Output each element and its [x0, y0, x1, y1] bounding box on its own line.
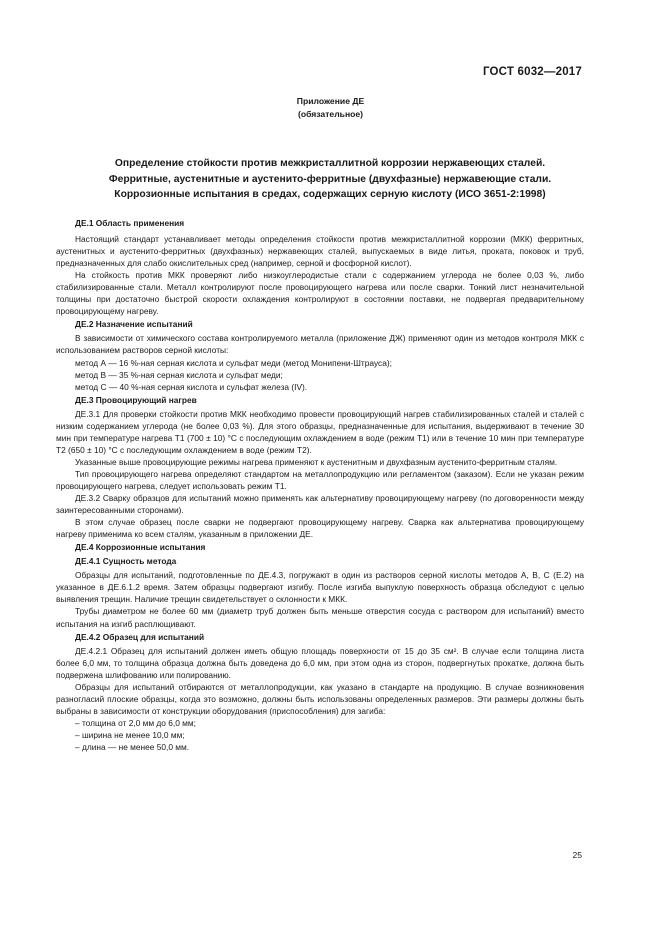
subsection-heading-method: ДЕ.4.1 Сущность метода: [75, 556, 177, 567]
list-item: метод С — 40 %-ная серная кислота и сульфат железа (IV).: [75, 381, 308, 392]
section-heading-scope: ДЕ.1 Область применения: [75, 218, 185, 228]
list-item: метод А — 16 %-ная серная кислота и сульфат меди (метод Монипени-Штрауса);: [75, 357, 392, 368]
paragraph: Настоящий стандарт устанавливает методы определения стойкости против межкристаллитной коррозии (МКК) ферритных, аустенитных и аустенито-ферритных (двухфазных) нержавеющих сталей, выпускаемых в виде литья, проката, поковок и труб, предназначенных для слабо окислительных сред (например, серной и фосфорной кислот).: [56, 234, 584, 269]
appendix-status: (обязательное): [297, 109, 364, 119]
title-line-1: Определение стойкости против межкристаллитной коррозии нержавеющих сталей.: [114, 158, 546, 169]
appendix-title: Приложение ДЕ: [296, 96, 365, 106]
paragraph: Тип провоцирующего нагрева определяют стандартом на металлопродукцию или регламентом (заказом). Если не указан режим провоцирующего нагрева, следует использовать режим T1.: [56, 468, 584, 491]
page-number: 25: [572, 850, 582, 860]
list-item: метод В — 35 %-ная серная кислота и сульфат меди;: [75, 369, 283, 380]
paragraph: На стойкость против МКК проверяют либо низкоуглеродистые стали с содержанием углерода не более 0,03 %, либо стабилизированные стали. Металл контролируют после провоцирующего нагрева или после сварки. Тонкий лист незначительной толщины при достаточно быстрой скорости охлаждения контролируют в состоянии поставки, не подвергая предварительному провоцирующему нагреву.: [56, 270, 584, 317]
paragraph: В зависимости от химического состава контролируемого металла (приложение ДЖ) применяют один из методов контроля МКК с использованием растворов серной кислоты:: [56, 333, 584, 356]
document-title: [70, 156, 590, 203]
paragraph: ДЕ.3.1 Для проверки стойкости против МКК необходимо провести провоцирующий нагрев стабилизированных сталей и сталей с низким содержанием углерода (не более 0,03 %). Для этого образцы, предназначенные для испытания, выдерживают в течение 30 мин при температуре нагрева T1 (700 ± 10) °C с последующим охлаждением в воде (режим T1) или в течение 10 мин при температуре T2 (650 ± 10) °C с последующим охлаждением в воде (режим T2).: [56, 408, 584, 455]
paragraph: Трубы диаметром не более 60 мм (диаметр труб должен быть меньше отверстия сосуда с раствором для испытаний) вместо испытания на изгиб расплющивают.: [56, 606, 584, 629]
paragraph: ДЕ.4.2.1 Образец для испытаний должен иметь общую площадь поверхности от 15 до 35 см². В случае если толщина листа более 6,0 мм, то толщина образца должна быть доведена до 6,0 мм, при этом одна из сторон, подвергнутых прокатке, должна быть подвержена шлифованию или полированию.: [56, 645, 584, 680]
list-item: – толщина от 2,0 мм до 6,0 мм;: [75, 717, 196, 728]
paragraph: Образцы для испытаний отбираются от металлопродукции, как указано в стандарте на продукцию. В случае возникновения разногласий плоские образцы, когда это возможно, должны быть использованы определенных размеров. Эти размеры должны быть выбраны в зависимости от конструкции оборудования (приспособления) для загиба:: [56, 681, 584, 716]
title-line-3: Коррозионные испытания в средах, содержащих серную кислоту (ИСО 3651-2:1998): [114, 189, 546, 200]
paragraph: Указанные выше провоцирующие режимы нагрева применяют к аустенитным и двухфазным аустенито-ферритным сталям.: [75, 456, 558, 467]
document-code: ГОСТ 6032—2017: [482, 66, 582, 78]
list-item: – ширина не менее 10,0 мм;: [75, 729, 185, 740]
section-heading-heating: ДЕ.3 Провоцирующий нагрев: [75, 394, 197, 405]
subsection-heading-specimen: ДЕ.4.2 Образец для испытаний: [75, 631, 205, 642]
document-body: [56, 217, 584, 753]
section-heading-corrosion-tests: ДЕ.4 Коррозионные испытания: [75, 542, 206, 553]
section-heading-purpose: ДЕ.2 Назначение испытаний: [75, 319, 193, 330]
list-item: – длина — не менее 50,0 мм.: [75, 741, 190, 752]
paragraph: Образцы для испытаний, подготовленные по ДЕ.4.3, погружают в один из растворов серной кислоты методов А, В, С (Е.2) на указанное в ДЕ.6.1.2 время. Затем образцы подвергают изгибу. После изгиба выпуклую поверхность образца обследуют с целью выявления трещин. Наличие трещин свидетельствует о склонности к МКК.: [56, 570, 584, 605]
title-line-2: Ферритные, аустенитные и аустенито-ферритные (двухфазные) нержавеющие стали.: [108, 173, 552, 185]
paragraph: ДЕ.3.2 Сварку образцов для испытаний можно применять как альтернативу провоцирующему нагреву (по договоренности между заинтересованными сторонами).: [56, 493, 584, 516]
paragraph: В этом случае образец после сварки не подвергают провоцирующему нагреву. Сварка как альтернатива провоцирующему нагреву применима ко всем сталям, указанным в приложении ДЕ.: [56, 517, 584, 540]
